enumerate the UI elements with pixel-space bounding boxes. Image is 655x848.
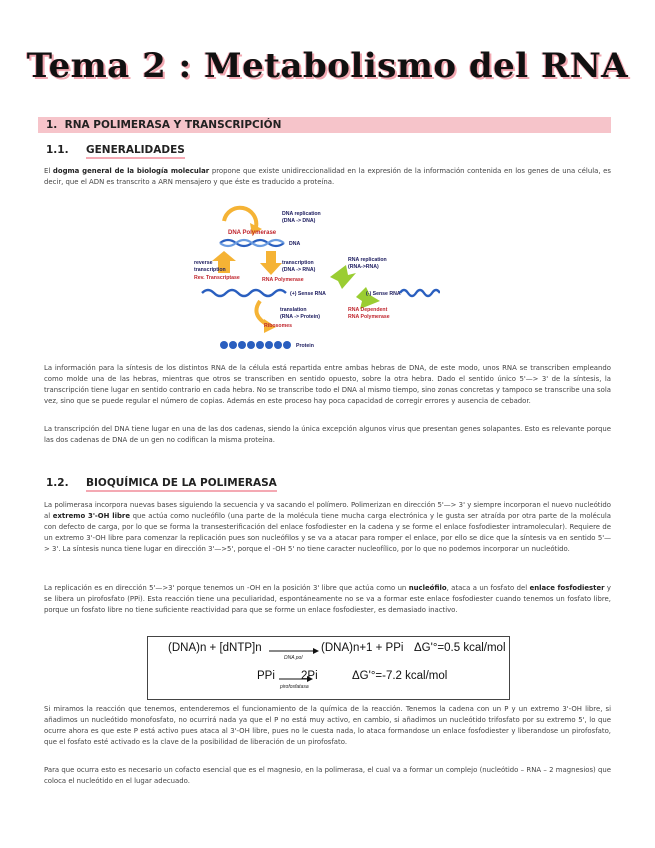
text-run: , ataca a un fosfato del [446, 584, 530, 592]
label-rna-polymerase-2: RNA Polymerase [348, 314, 390, 320]
label-translation: translation [280, 307, 307, 313]
label-translation-sub: (RNA -> Protein) [280, 314, 321, 320]
label-dna-replication-sub: (DNA -> DNA) [282, 218, 316, 224]
text-run: La polimerasa incorpora nuevas bases siguiendo la secuencia y va sacando el polímero. Polimerizan en dirección 5'—> 3' y siempre incorporan el nuevo nucleótido al [44, 501, 611, 520]
label-transcription-sub: (DNA -> RNA) [282, 267, 316, 273]
label-reverse-transcription: transcription [194, 267, 226, 273]
paragraph-dogma [44, 166, 611, 188]
label-reverse: reverse [194, 260, 213, 266]
minus-sense-rna-strand [400, 290, 440, 296]
plus-sense-rna-strand [202, 290, 286, 296]
label-ribosomes: Ribosomes [264, 323, 292, 329]
dna-helix [220, 240, 284, 246]
eq2-left: PPi [257, 670, 275, 682]
transcription-arrow [260, 251, 282, 275]
eq1-right: (DNA)n+1 + PPi [321, 642, 404, 654]
paragraph-polimerasa [44, 500, 611, 555]
label-transcription: transcription [282, 260, 314, 266]
page-title: Tema 2 : Metabolismo del RNA [26, 46, 629, 86]
central-dogma-diagram [190, 205, 440, 355]
section-heading-rna-polimerasa [38, 117, 611, 133]
label-rna-replication: RNA replication [348, 257, 387, 263]
subheading-label: BIOQUÍMICA DE LA POLIMERASA [86, 477, 277, 492]
eq1-arrow [269, 647, 319, 655]
subheading-number: 1.2. [46, 477, 69, 489]
label-rev-transcriptase: Rev. Transcriptase [194, 275, 240, 281]
paragraph-magnesio: Para que ocurra esto es necesario un cofacto esencial que es el magnesio, en la polimerasa, el cual va a formar un complejo (nucleótido – RNA – 2 magnesios) que coloca el nucleótido en el lugar adecuado. [44, 766, 611, 785]
section-number: 1. [46, 119, 58, 131]
eq1-enzyme: DNA pol [284, 655, 303, 661]
text-run: que actúa como nucleófilo (una parte de la molécula tiene mucha carga electrónica y le gusta ser atraída por otra parte de la molécula con defecto de carga, por lo que se forma la transesterificación del enlace fosfodiester en la cadena y se forme el enlace fosfodiester intramolecular). Requiere de un extremo 3'-OH libre para comenzar la replicación pues son nucleófilos y se va a atacar para romper el enlace, por ello se dice que la síntesis va en sentido 5'—> 3'. La síntesis nunca tiene lugar en dirección 3'—>5', porque el -OH 5' no tiene caracter nucleofílico, por lo que no podemos incorporar un nucleótido. [44, 512, 611, 553]
eq2-right: 2Pi [301, 670, 318, 682]
label-protein: Protein [296, 343, 314, 349]
paragraph-informacion: La información para la síntesis de los distintos RNA de la célula está repartida entre ambas hebras de DNA, de este modo, unos RNA se transcriben empleando como molde una de las hebras, mientras que otros se transcriben en sentido opuesto, sobre la otra hebra. Dado el sentido único 5'—> 3' de la síntesis, la transcripción tiene lugar en sentido contrario en cada hebra. No se transcribe todo el DNA al mismo tiempo, sino zonas concretas y tampoco se transcribe una sola vez, sino que se puede regular el número de copias. Además en este proceso hay poca capacidad de corregir errores y ausencia de cebador. [44, 364, 611, 405]
paragraph-reaccion: Si miramos la reacción que tenemos, entenderemos el funcionamiento de la química de la reacción. Tenemos la cadena con un P y un extremo 3'-OH libre, si añadimos un nucleótido monofosfato, no ocurrirá nada ya que el P no está muy activo, en cambio, si añadimos un nucleótido trifosfato por su extremo 5', lo que ocurre ahora es que este P está activo pues ataca al 3'-OH libre, pues no le cuesta nada, lo ataca formandose un enlace fosfodiester y liberandose un pirofosfato, que el fosfato esté activado es la clave de la posibilidad de liberación de un pirofosfato. [44, 705, 611, 746]
label-rna-polymerase: RNA Polymerase [262, 277, 304, 283]
bold-term: nucleófilo [408, 584, 447, 592]
text-run: propone que existe unidireccionalidad en la expresión de la información contenida en los genes de una célula, es decir, que el ADN es transcrito a ARN mensajero y que éste es traducido a proteína. [44, 167, 611, 186]
subheading-generalidades [46, 144, 185, 156]
bold-term: dogma general de la biología molecular [52, 167, 210, 175]
text-run: La replicación es en dirección 5'—>3' porque tenemos un -OH en la posición 3' libre que actúa como un [44, 584, 409, 592]
eq1-delta-g: ΔG'°=0.5 kcal/mol [414, 642, 506, 654]
label-dna-polymerase: DNA Polymerase [228, 230, 277, 236]
subheading-number: 1.1. [46, 144, 69, 156]
label-minus-sense-rna: (-) Sense RNA [366, 291, 401, 297]
section-label: RNA POLIMERASA Y TRANSCRIPCIÓN [64, 119, 282, 131]
bold-term: extremo 3'-OH libre [52, 512, 130, 520]
bold-term: enlace fosfodiester [529, 584, 605, 592]
equation-box [147, 636, 510, 700]
subheading-label: GENERALIDADES [86, 144, 185, 159]
eq1-left: (DNA)n + [dNTP]n [168, 642, 262, 654]
label-plus-sense-rna: (+) Sense RNA [290, 291, 326, 297]
label-dna-replication: DNA replication [282, 211, 321, 217]
protein-chain [220, 341, 291, 349]
subheading-bioquimica [46, 477, 277, 489]
text-run: El [44, 167, 53, 175]
eq2-delta-g: ΔG'°=-7.2 kcal/mol [352, 670, 448, 682]
label-rna-dependent: RNA Dependent [348, 307, 388, 313]
label-rna-replication-sub: (RNA->RNA) [348, 264, 379, 270]
paragraph-transcripcion: La transcripción del DNA tiene lugar en una de las dos cadenas, siendo la única excepción algunos virus que presentan genes solapantes. Esto es relevante porque las dos cadenas de DNA de un gen no codifican la misma proteína. [44, 425, 611, 444]
eq2-enzyme: pirofosfatasa [280, 684, 309, 690]
paragraph-replicacion [44, 583, 611, 616]
text-run: y se libera un pirofosfato (PPi). Esta reacción tiene una peculiaridad, espontáneamente no se va a formar este enlace fosfodiester cuando tenemos un fosfato libre, porque un fosfato libre no tiene suficiente reactividad para que se forme un enlace fosfodiester, es demasiado inactivo. [44, 584, 611, 614]
label-dna: DNA [289, 241, 301, 247]
